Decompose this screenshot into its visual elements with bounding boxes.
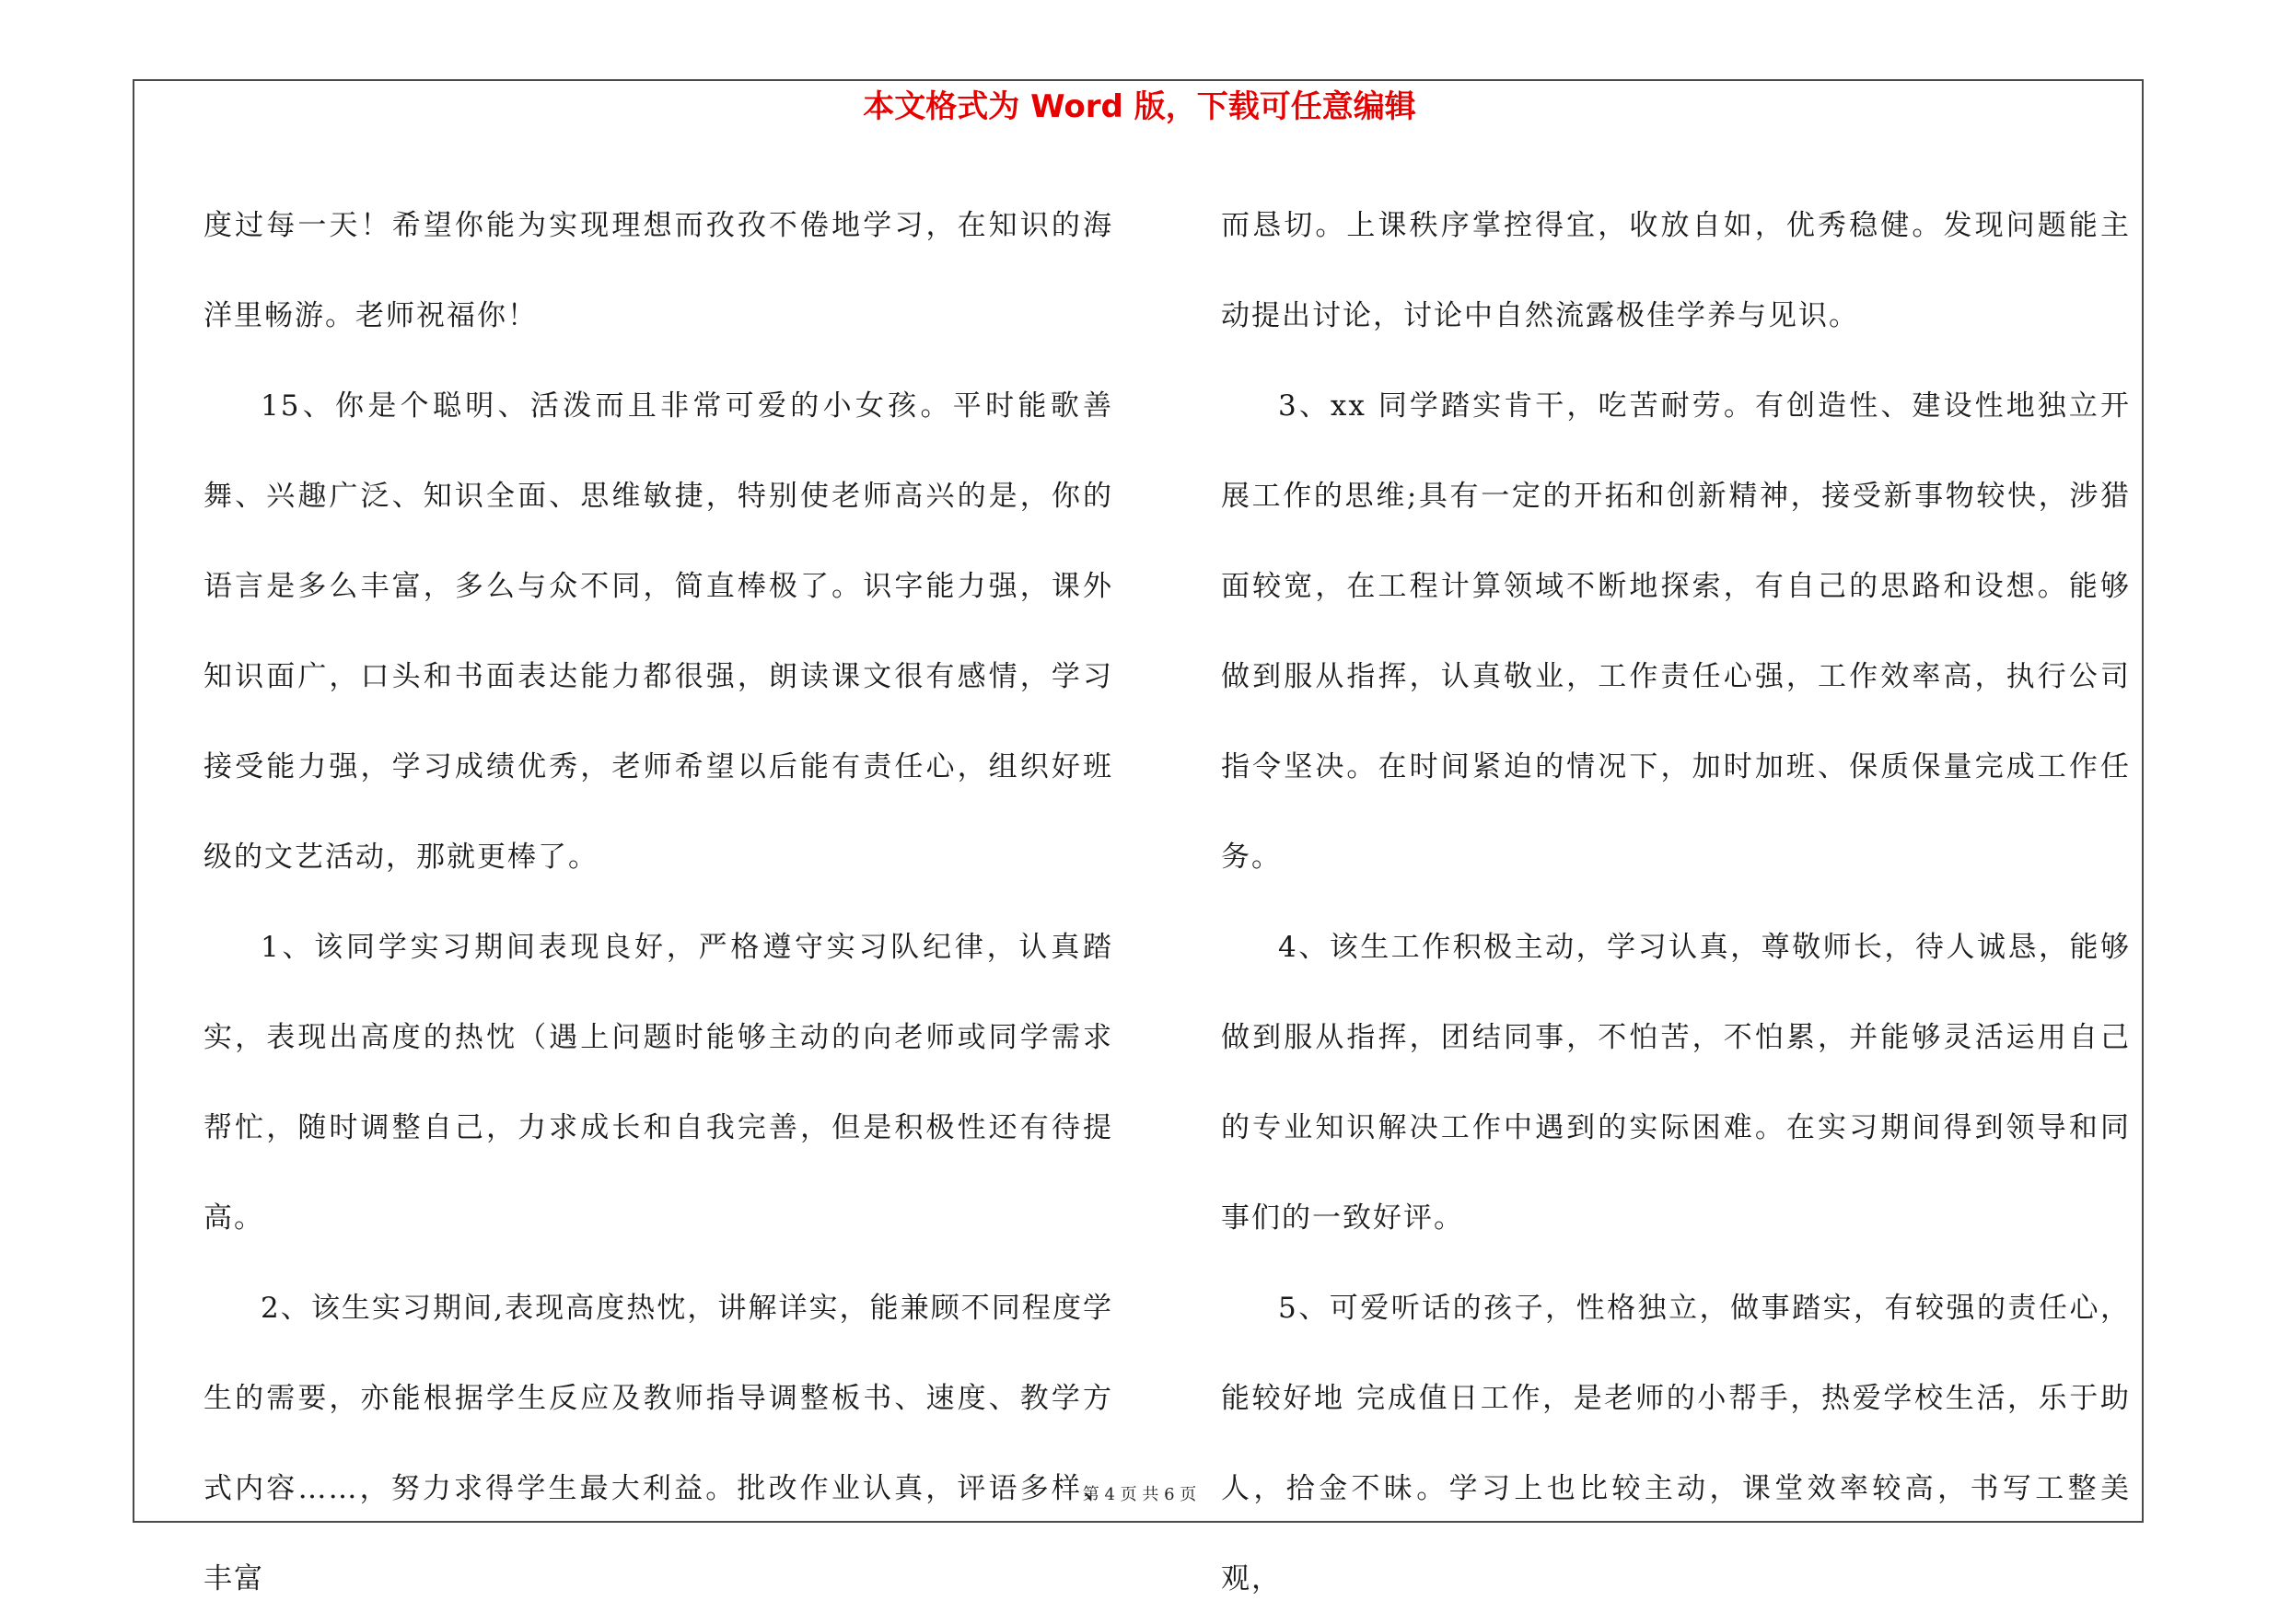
left-column [203,180,1113,1624]
right-column [1221,180,2131,1624]
page-number: 第 4 页 共 6 页 [1082,1485,1197,1504]
paragraph: 1、该同学实习期间表现良好，严格遵守实习队纪律，认真踏实，表现出高度的热忱（遇上问题时能够主动的向老师或同学需求帮忙，随时调整自己，力求成长和自我完善，但是积极性还有待提高。 [203,931,1113,1235]
paragraph: 而恳切。上课秩序掌控得宜，收放自如，优秀稳健。发现问题能主动提出讨论，讨论中自然流露极佳学养与见识。 [1221,209,2131,332]
paragraph: 3、xx 同学踏实肯干，吃苦耐劳。有创造性、建设性地独立开展工作的思维;具有一定的开拓和创新精神，接受新事物较快，涉猎面较宽，在工程计算领域不断地探索，有自己的思路和设想。能够做到服从指挥，认真敬业，工作责任心强，工作效率高，执行公司指令坚决。在时间紧迫的情况下，加时加班、保质保量完成工作任务。 [1221,389,2131,874]
paragraph: 2、该生实习期间,表现高度热忱，讲解详实，能兼顾不同程度学生的需要，亦能根据学生反应及教师指导调整板书、速度、教学方式内容……，努力求得学生最大利益。批改作业认真，评语多样、丰富 [203,1292,1113,1595]
paragraph: 15、你是个聪明、活泼而且非常可爱的小女孩。平时能歌善舞、兴趣广泛、知识全面、思维敏捷，特别使老师高兴的是，你的语言是多么丰富，多么与众不同，简直棒极了。识字能力强，课外知识面广，口头和书面表达能力都很强，朗读课文很有感情，学习接受能力强，学习成绩优秀，老师希望以后能有责任心，组织好班级的文艺活动，那就更棒了。 [203,389,1113,874]
format-banner: 本文格式为 Word 版，下载可任意编辑 [863,88,1416,125]
paragraph: 5、可爱听话的孩子，性格独立，做事踏实，有较强的责任心，能较好地 完成值日工作，是老师的小帮手，热爱学校生活，乐于助人，拾金不昧。学习上也比较主动，课堂效率较高，书写工整美观， [1221,1292,2131,1595]
paragraph: 度过每一天！希望你能为实现理想而孜孜不倦地学习，在知识的海洋里畅游。老师祝福你！ [203,209,1113,332]
paragraph: 4、该生工作积极主动，学习认真，尊敬师长，待人诚恳，能够做到服从指挥，团结同事，不怕苦，不怕累，并能够灵活运用自己的专业知识解决工作中遇到的实际困难。在实习期间得到领导和同事们的一致好评。 [1221,931,2131,1235]
